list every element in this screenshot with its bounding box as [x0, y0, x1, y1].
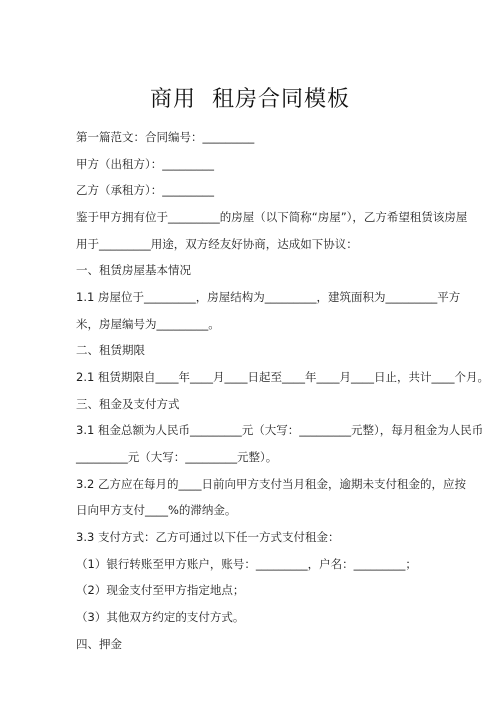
clause-3-2-line-1: 3.2 乙方应在每月的____日前向甲方支付当月租金，逾期未支付租金的，应按: [76, 477, 466, 491]
clause-3-2-line-2: 日向甲方支付____%的滞纳金。: [76, 503, 237, 517]
preamble-line-1: 鉴于甲方拥有位于_________的房屋（以下简称“房屋”），乙方希望租赁该房屋: [76, 210, 468, 224]
preamble-line-2: 用于_________用途，双方经友好协商，达成如下协议：: [76, 237, 358, 251]
party-a-line: 甲方（出租方）：_________: [76, 157, 214, 171]
clause-2-1: 2.1 租赁期限自____年____月____日起至____年____月____日止，共计____个月。: [76, 370, 489, 384]
clause-3-1-line-2: _________元（大写：_________元整）。: [76, 450, 278, 464]
party-b-line: 乙方（承租方）：_________: [76, 183, 214, 197]
payment-option-2: （2）现金支付至甲方指定地点；: [76, 583, 245, 597]
clause-3-3: 3.3 支付方式：乙方可通过以下任一方式支付租金：: [76, 530, 340, 544]
document-title: 商用 租房合同模板: [150, 87, 350, 112]
contract-number-line: 第一篇范文：合同编号：_________: [76, 130, 255, 144]
section-3-heading: 三、租金及支付方式: [76, 397, 180, 411]
clause-3-1-line-1: 3.1 租金总额为人民币_________元（大写：_________元整），每月租金为人民币: [76, 423, 484, 437]
section-4-heading: 四、押金: [76, 637, 122, 651]
section-1-heading: 一、租赁房屋基本情况: [76, 263, 191, 277]
section-2-heading: 二、租赁期限: [76, 343, 145, 357]
clause-1-1-line-1: 1.1 房屋位于_________，房屋结构为_________，建筑面积为_________平方: [76, 290, 461, 304]
clause-1-1-line-2: 米，房屋编号为_________。: [76, 317, 220, 331]
payment-option-1: （1）银行转账至甲方账户，账号：_________，户名：_________；: [76, 557, 417, 571]
payment-option-3: （3）其他双方约定的支付方式。: [76, 610, 245, 624]
